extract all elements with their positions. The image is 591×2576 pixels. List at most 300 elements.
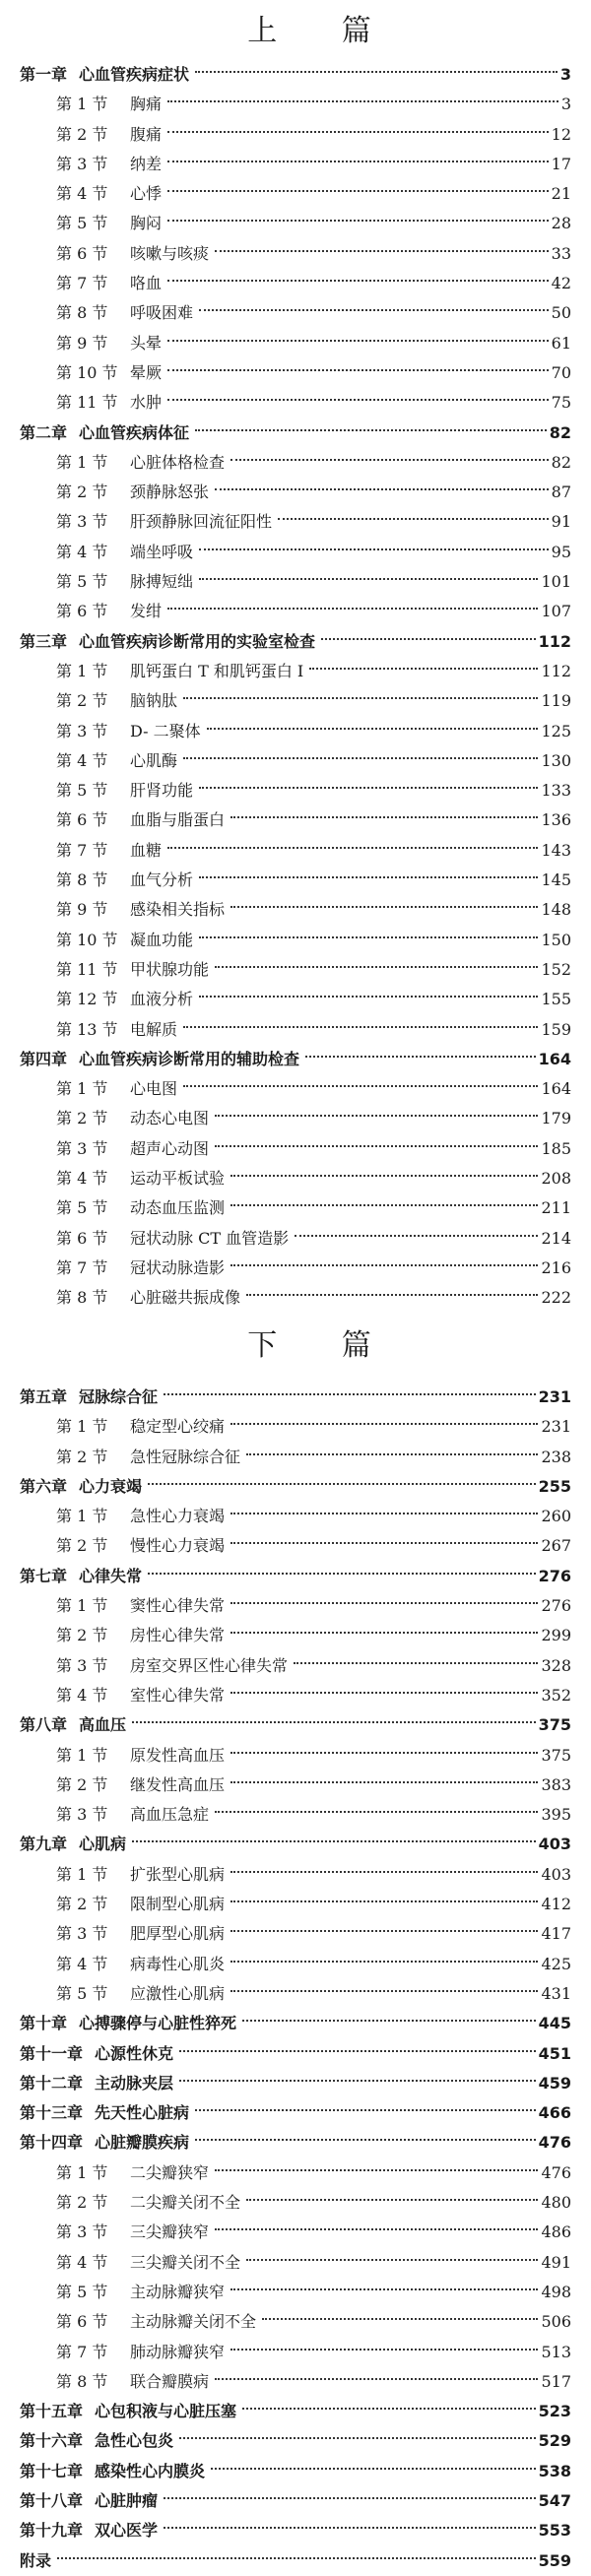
toc-section-row[interactable] [20,358,571,388]
section-title: 心电图 [130,1079,178,1099]
dot-leader [230,2288,538,2290]
section-number: 第 2 节 [56,1774,108,1794]
toc-section-row[interactable] [20,209,571,238]
toc-section-row[interactable] [20,1283,571,1313]
chapter-number: 第八章 [20,1715,68,1735]
page-number: 155 [541,990,571,1009]
toc-chapter-row[interactable] [20,1830,571,1859]
page-number: 466 [538,2103,571,2123]
dot-leader [195,2109,536,2111]
section-title: 凝血功能 [130,930,194,949]
section-number: 第 2 节 [56,1109,108,1128]
chapter-number: 第十六章 [20,2431,84,2451]
section-title: 呼吸困难 [130,303,194,323]
toc-section-row[interactable] [20,2367,571,2397]
dot-leader [246,2199,538,2201]
section-number: 第 3 节 [56,1924,108,1944]
chapter-title: 心血管疾病诊断常用的辅助检查 [79,1049,300,1068]
chapter-title: 心源性休克 [95,2043,174,2063]
dot-leader [207,728,539,730]
section-number: 第 1 节 [56,1596,108,1616]
chapter-number: 第十章 [20,2014,68,2033]
chapter-number: 第十五章 [20,2402,84,2421]
section-number: 第 1 节 [56,1745,108,1765]
chapter-title: 心脏肿瘤 [95,2490,159,2510]
toc-chapter-row[interactable] [20,627,571,657]
toc-chapter-row[interactable] [20,2546,571,2576]
dot-leader [167,131,549,133]
section-title: 颈静脉怒张 [130,483,210,502]
section-title: 超声心动图 [130,1138,210,1158]
dot-leader [167,399,549,401]
dot-leader [246,1294,538,1296]
section-title: 咯血 [130,274,163,293]
toc-chapter-row[interactable] [20,2516,571,2545]
toc-section-row[interactable] [20,1502,571,1531]
section-title: 心悸 [130,184,163,204]
toc-section-row[interactable] [20,866,571,895]
section-number: 第 11 节 [56,959,118,979]
dot-leader [167,190,549,192]
toc-section-row[interactable] [20,1800,571,1830]
toc-section-row[interactable] [20,746,571,776]
toc-section-row[interactable] [20,150,571,179]
page-number: 559 [538,2550,571,2570]
page-number: 412 [541,1895,571,1914]
chapter-number: 第一章 [20,65,68,84]
page-number: 238 [541,1447,571,1466]
chapter-title: 心包积液与心脏压塞 [95,2402,237,2421]
dot-leader [183,1085,538,1087]
dot-leader [230,816,538,818]
toc-section-row[interactable] [20,507,571,537]
section-number: 第 1 节 [56,2162,108,2182]
toc-section-row[interactable] [20,1950,571,1979]
dot-leader [211,2468,536,2470]
dot-leader [230,1900,538,1902]
toc-upper [20,60,571,1313]
chapter-title: 心血管疾病诊断常用的实验室检查 [79,631,316,651]
section-title: 胸闷 [130,214,163,233]
dot-leader [167,220,549,222]
chapter-number: 第十九章 [20,2521,84,2541]
section-number: 第 2 节 [56,691,108,711]
dot-leader [246,2259,538,2261]
chapter-number: 第三章 [20,631,68,651]
section-title: 三尖瓣关闭不全 [130,2252,241,2272]
section-title: 病毒性心肌炎 [130,1954,226,1973]
page-number: 28 [551,214,571,233]
dot-leader [199,787,538,789]
chapter-title: 先天性心脏病 [95,2103,190,2123]
section-number: 第 2 节 [56,1626,108,1645]
toc-chapter-row[interactable] [20,2397,571,2426]
section-title: 胸痛 [130,95,163,114]
section-title: 血液分析 [130,990,194,1009]
chapter-number: 第四章 [20,1049,68,1068]
page-number: 148 [541,900,571,920]
section-title: 头晕 [130,333,163,353]
dot-leader [199,309,549,311]
section-title: 室性心律失常 [130,1685,226,1705]
toc-section-row[interactable] [20,1741,571,1771]
section-number: 第 1 节 [56,95,108,114]
page-number: 231 [538,1387,571,1406]
page-number: 383 [541,1774,571,1794]
toc-section-row[interactable] [20,478,571,507]
section-title: 联合瓣膜病 [130,2371,210,2391]
toc-chapter-row[interactable] [20,60,571,90]
section-number: 第 4 节 [56,1685,108,1705]
toc-section-row[interactable] [20,1890,571,1919]
dot-leader [179,2437,536,2439]
section-title: 感染相关指标 [130,900,226,920]
toc-section-row[interactable] [20,1134,571,1164]
toc-section-row[interactable] [20,2158,571,2188]
page-number: 523 [538,2402,571,2421]
page-number: 216 [541,1257,571,1277]
chapter-title: 主动脉夹层 [95,2073,174,2093]
dot-leader [230,1632,538,1634]
page-number: 403 [541,1864,571,1884]
toc-chapter-row[interactable] [20,2098,571,2128]
toc-chapter-row[interactable] [20,2128,571,2157]
toc-chapter-row[interactable] [20,1383,571,1412]
chapter-number: 第十一章 [20,2043,84,2063]
part-title-lower: 下 篇 [247,1328,399,1363]
dot-leader [199,996,538,998]
section-number: 第 5 节 [56,2282,108,2301]
section-number: 第 3 节 [56,1138,108,1158]
toc-section-row[interactable] [20,686,571,716]
section-number: 第 3 节 [56,2222,108,2242]
dot-leader [183,697,538,699]
toc-section-row[interactable] [20,1074,571,1104]
toc-chapter-row[interactable] [20,1472,571,1502]
section-number: 第 7 节 [56,840,108,860]
section-title: 急性心力衰竭 [130,1507,226,1526]
dot-leader [132,1721,536,1723]
chapter-title: 感染性心内膜炎 [95,2461,206,2480]
page-number: 145 [541,870,571,890]
dot-leader [215,966,538,968]
dot-leader [148,1573,536,1575]
page-number: 214 [541,1228,571,1248]
chapter-number: 第二章 [20,422,68,442]
toc-section-row[interactable] [20,2338,571,2367]
page-number: 107 [541,602,571,621]
toc-section-row[interactable] [20,1591,571,1621]
section-title: 脑钠肽 [130,691,178,711]
toc-section-row[interactable] [20,657,571,686]
dot-leader [230,1930,538,1932]
section-number: 第 5 节 [56,214,108,233]
section-number: 第 8 节 [56,2371,108,2391]
toc-section-row[interactable] [20,805,571,835]
dot-leader [179,2050,536,2052]
chapter-title: 心搏骤停与心脏性猝死 [79,2014,237,2033]
chapter-number: 第五章 [20,1387,68,1406]
dot-leader [167,340,549,342]
toc-section-row[interactable] [20,1164,571,1193]
page-number: 101 [541,572,571,592]
dot-leader [167,369,549,371]
section-title: 肝肾功能 [130,781,194,801]
section-title: 原发性高血压 [130,1745,226,1765]
toc-section-row[interactable] [20,2248,571,2278]
toc-section-row[interactable] [20,1979,571,2009]
page-number: 3 [560,95,571,114]
dot-leader [230,1264,538,1266]
page-number: 42 [551,274,571,293]
page-number: 61 [551,333,571,353]
dot-leader [295,1235,538,1237]
dot-leader [321,638,536,640]
dot-leader [230,1175,538,1177]
section-title: 电解质 [130,1019,178,1039]
section-title: 冠状动脉 CT 血管造影 [130,1228,290,1248]
dot-leader [195,429,547,431]
section-title: 肌钙蛋白 T 和肌钙蛋白 I [130,661,304,680]
toc-section-row[interactable] [20,1224,571,1254]
page-number: 352 [541,1685,571,1705]
toc-section-row[interactable] [20,1681,571,1710]
dot-leader [215,488,549,490]
toc-section-row[interactable] [20,955,571,985]
toc-section-row[interactable] [20,1651,571,1681]
dot-leader [230,2349,538,2351]
dot-leader [230,906,538,908]
page-number: 395 [541,1805,571,1825]
page-number: 119 [541,691,571,711]
chapter-number: 第六章 [20,1476,68,1496]
toc-chapter-row[interactable] [20,1562,571,1591]
page-number: 431 [541,1983,571,2003]
toc-section-row[interactable] [20,1443,571,1472]
toc-chapter-row[interactable] [20,2009,571,2038]
dot-leader [215,2228,538,2230]
toc-section-row[interactable] [20,388,571,418]
page-number: 538 [538,2461,571,2480]
dot-leader [215,1115,538,1117]
section-number: 第 5 节 [56,1983,108,2003]
section-number: 第 13 节 [56,1019,118,1039]
section-title: 二尖瓣狭窄 [130,2162,210,2182]
dot-leader [132,1840,536,1842]
section-title: 血糖 [130,840,163,860]
toc-section-row[interactable] [20,717,571,746]
toc-section-row[interactable] [20,1412,571,1442]
section-title: 二尖瓣关闭不全 [130,2193,241,2213]
page-number: 267 [541,1536,571,1556]
page-number: 476 [541,2162,571,2182]
section-title: 稳定型心绞痛 [130,1417,226,1437]
dot-leader [167,280,549,282]
section-number: 第 2 节 [56,2193,108,2213]
section-number: 第 9 节 [56,900,108,920]
toc-section-row[interactable] [20,836,571,866]
dot-leader [230,459,549,461]
section-number: 第 4 节 [56,542,108,561]
section-title: 肝颈静脉回流征阳性 [130,512,273,532]
chapter-title: 附录 [20,2550,52,2570]
page-number: 185 [541,1138,571,1158]
chapter-number: 第十三章 [20,2103,84,2123]
section-number: 第 8 节 [56,303,108,323]
page-number: 3 [559,65,571,84]
page-number: 21 [551,184,571,204]
toc-section-row[interactable] [20,2278,571,2307]
toc-section-row[interactable] [20,2307,571,2337]
chapter-number: 第十四章 [20,2133,84,2153]
toc-section-row[interactable] [20,329,571,358]
section-number: 第 10 节 [56,362,118,382]
section-number: 第 4 节 [56,750,108,770]
section-title: 动态心电图 [130,1109,210,1128]
toc-chapter-row[interactable] [20,419,571,448]
section-number: 第 5 节 [56,572,108,592]
toc-section-row[interactable] [20,1919,571,1949]
page-number: 130 [541,750,571,770]
toc-section-row[interactable] [20,239,571,269]
chapter-title: 心肌病 [79,1835,127,1854]
section-number: 第 3 节 [56,512,108,532]
dot-leader [215,1145,538,1147]
page-number: 403 [538,1835,571,1854]
section-title: 主动脉瓣狭窄 [130,2282,226,2301]
section-number: 第 3 节 [56,154,108,173]
page-number: 75 [551,393,571,413]
toc-chapter-row[interactable] [20,2457,571,2486]
section-title: 心脏磁共振成像 [130,1288,241,1308]
toc-chapter-row[interactable] [20,2039,571,2069]
toc-section-row[interactable] [20,985,571,1014]
toc-section-row[interactable] [20,1015,571,1045]
toc-section-row[interactable] [20,895,571,925]
dot-leader [195,71,558,73]
section-number: 第 5 节 [56,781,108,801]
section-title: 心肌酶 [130,750,178,770]
toc-section-row[interactable] [20,120,571,150]
section-number: 第 7 节 [56,274,108,293]
dot-leader [309,668,538,670]
toc-section-row[interactable] [20,538,571,567]
section-number: 第 6 节 [56,2312,108,2332]
section-number: 第 2 节 [56,124,108,144]
dot-leader [230,1542,538,1544]
page-number: 70 [551,362,571,382]
dot-leader [164,2527,536,2529]
chapter-number: 第九章 [20,1835,68,1854]
toc-section-row[interactable] [20,2218,571,2247]
toc-chapter-row[interactable] [20,1045,571,1074]
toc-section-row[interactable] [20,90,571,119]
section-number: 第 2 节 [56,1536,108,1556]
dot-leader [242,2408,536,2410]
dot-leader [199,876,538,878]
toc-chapter-row[interactable] [20,1710,571,1740]
toc-section-row[interactable] [20,1771,571,1800]
toc-chapter-row[interactable] [20,2486,571,2516]
dot-leader [262,2318,538,2320]
dot-leader [199,548,549,550]
dot-leader [215,2169,538,2171]
section-number: 第 1 节 [56,1864,108,1884]
dot-leader [148,1483,536,1485]
page-number: 255 [538,1476,571,1496]
section-title: 肥厚型心肌病 [130,1924,226,1944]
chapter-title: 高血压 [79,1715,127,1735]
section-title: 咳嗽与咳痰 [130,243,210,263]
page-number: 87 [551,483,571,502]
toc-section-row[interactable] [20,1860,571,1890]
dot-leader [230,1871,538,1873]
toc-section-row[interactable] [20,298,571,328]
section-title: 房室交界区性心律失常 [130,1655,289,1675]
dot-leader [195,2139,536,2141]
toc-section-row[interactable] [20,448,571,478]
section-number: 第 4 节 [56,1954,108,1973]
page-number: 136 [541,810,571,830]
toc-section-row[interactable] [20,776,571,805]
toc-section-row[interactable] [20,1104,571,1133]
page-number: 529 [538,2431,571,2451]
toc-chapter-row[interactable] [20,2426,571,2456]
chapter-title: 心律失常 [79,1566,143,1585]
dot-leader [278,518,549,520]
toc-lower [20,1383,571,2576]
page-number: 112 [541,661,571,680]
dot-leader [167,847,538,849]
section-number: 第 7 节 [56,2342,108,2361]
section-title: 慢性心力衰竭 [130,1536,226,1556]
page-number: 547 [538,2490,571,2510]
chapter-number: 第七章 [20,1566,68,1585]
dot-leader [199,578,538,580]
section-number: 第 1 节 [56,661,108,680]
section-number: 第 4 节 [56,184,108,204]
toc-section-row[interactable] [20,2188,571,2218]
dot-leader [167,608,538,610]
section-number: 第 1 节 [56,1417,108,1437]
toc-section-row[interactable] [20,1254,571,1283]
dot-leader [215,250,549,252]
page-number: 486 [541,2222,571,2242]
toc-section-row[interactable] [20,926,571,955]
page-number: 164 [541,1079,571,1099]
section-number: 第 3 节 [56,1805,108,1825]
chapter-number: 第十七章 [20,2461,84,2480]
toc-section-row[interactable] [20,597,571,626]
dot-leader [230,1692,538,1694]
page-number: 480 [541,2193,571,2213]
page-number: 143 [541,840,571,860]
dot-leader [164,1393,536,1395]
chapter-title: 冠脉综合征 [79,1387,159,1406]
toc-section-row[interactable] [20,179,571,209]
toc-section-row[interactable] [20,567,571,597]
section-title: D- 二聚体 [130,721,201,741]
toc-section-row[interactable] [20,1193,571,1223]
section-number: 第 3 节 [56,721,108,741]
toc-chapter-row[interactable] [20,2069,571,2098]
page-number: 231 [541,1417,571,1437]
section-number: 第 1 节 [56,452,108,472]
page-number: 425 [541,1954,571,1973]
toc-section-row[interactable] [20,1621,571,1650]
toc-section-row[interactable] [20,1531,571,1561]
toc-section-row[interactable] [20,269,571,298]
